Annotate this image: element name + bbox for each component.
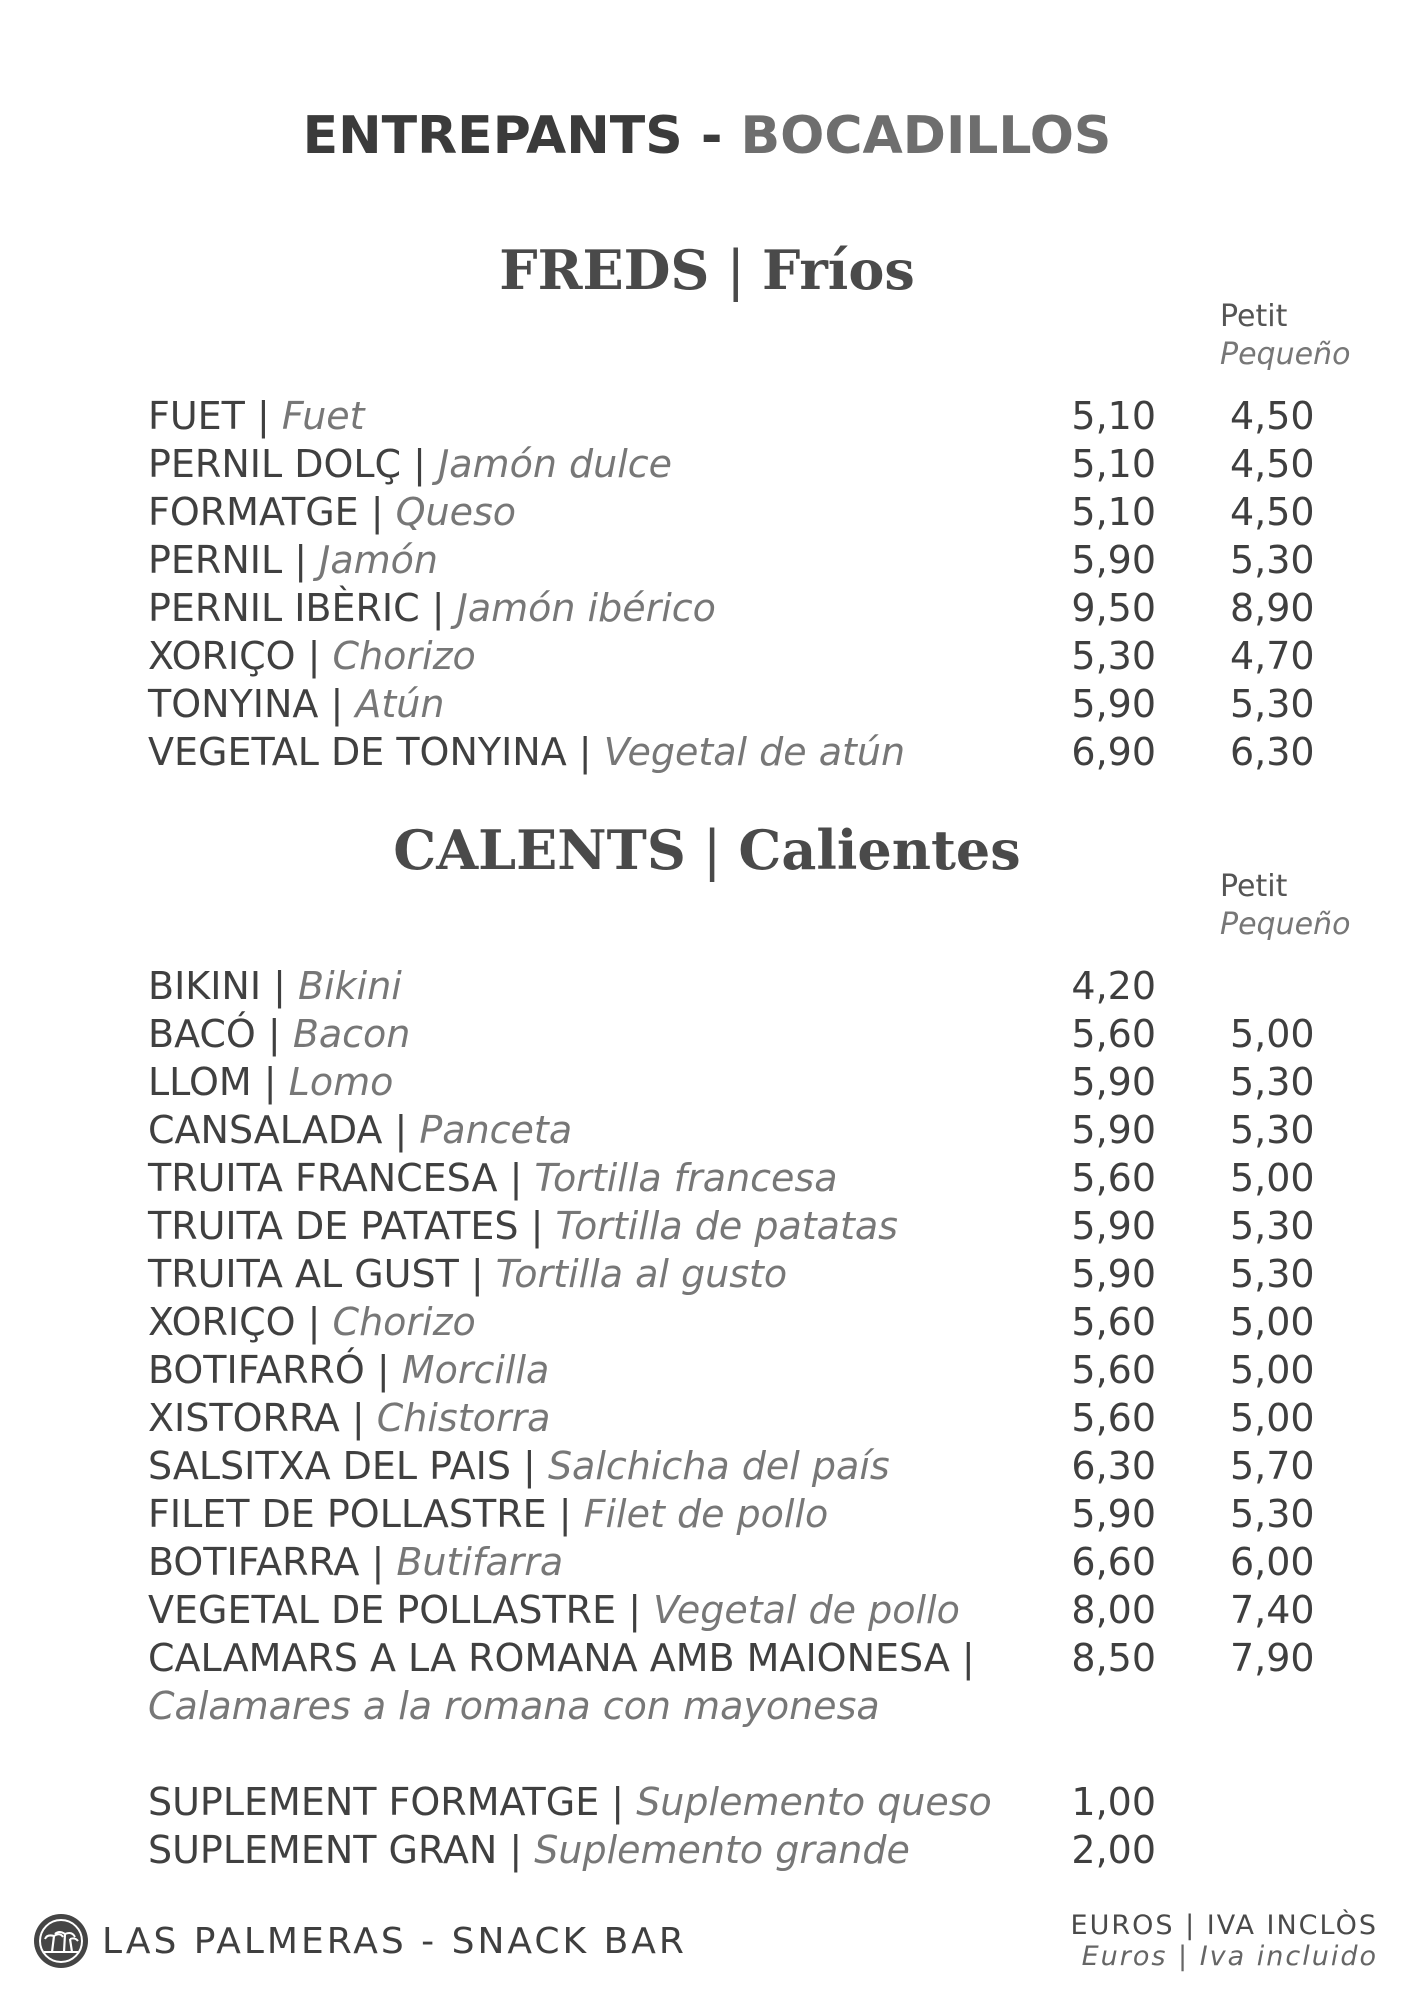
menu-item: [148, 1058, 1328, 1106]
item-price-small: 4,50: [1230, 394, 1315, 438]
menu-list-calents: [148, 962, 1328, 1874]
item-name-ca: FORMATGE: [148, 490, 359, 534]
item-name-es: Chorizo: [332, 1300, 476, 1344]
item-name-es: Suplemento queso: [636, 1780, 992, 1824]
item-price: 1,00: [1071, 1780, 1156, 1824]
item-price: 8,00: [1071, 1588, 1156, 1632]
item-price-small: 5,30: [1230, 1252, 1315, 1296]
item-price-small: 8,90: [1230, 586, 1315, 630]
item-name-ca: TONYINA: [148, 682, 319, 726]
item-price: 5,90: [1071, 1060, 1156, 1104]
item-price-small: 5,00: [1230, 1396, 1315, 1440]
item-label: XORIÇO | Chorizo: [148, 1300, 476, 1344]
item-price-small: 5,30: [1230, 1060, 1315, 1104]
item-price-small: 5,30: [1230, 1204, 1315, 1248]
item-price-small: 6,00: [1230, 1540, 1315, 1584]
item-label: VEGETAL DE TONYINA | Vegetal de atún: [148, 730, 906, 774]
item-price: 6,60: [1071, 1540, 1156, 1584]
item-label: BACÓ | Bacon: [148, 1012, 411, 1056]
item-name-es: Vegetal de atún: [603, 730, 906, 774]
item-name-ca: BIKINI: [148, 964, 262, 1008]
section-title-calents: CALENTS | Calientes: [393, 818, 1021, 882]
item-price: 5,60: [1071, 1300, 1156, 1344]
menu-item: [148, 584, 1328, 632]
item-price: 5,90: [1071, 682, 1156, 726]
item-label: BOTIFARRÓ | Morcilla: [148, 1348, 550, 1392]
item-name-ca: XORIÇO: [148, 634, 296, 678]
item-name-ca: TRUITA FRANCESA: [148, 1156, 498, 1200]
size-header-calents: Petit Pequeño: [1220, 869, 1351, 942]
menu-item: [148, 1154, 1328, 1202]
menu-item: [148, 1778, 1328, 1826]
menu-item: [148, 1538, 1328, 1586]
item-label: SUPLEMENT GRAN | Suplemento grande: [148, 1828, 910, 1872]
palm-tree-icon: [34, 1914, 88, 1968]
menu-item: [148, 1586, 1328, 1634]
item-price: 6,30: [1071, 1444, 1156, 1488]
item-name-ca: FILET DE POLLASTRE: [148, 1492, 547, 1536]
item-name-es: Butifarra: [396, 1540, 564, 1584]
item-price-small: 7,90: [1230, 1636, 1315, 1680]
menu-item: [148, 1442, 1328, 1490]
item-name-es: Fuet: [281, 394, 365, 438]
brand-name: LAS PALMERAS - SNACK BAR: [102, 1920, 687, 1962]
menu-item: [148, 1490, 1328, 1538]
item-price: 9,50: [1071, 586, 1156, 630]
item-name-es: Bacon: [292, 1012, 411, 1056]
item-label: PERNIL DOLÇ | Jamón dulce: [148, 442, 673, 486]
item-label: TRUITA DE PATATES | Tortilla de patatas: [148, 1204, 898, 1248]
item-price-small: 4,50: [1230, 442, 1315, 486]
item-price-small: 5,00: [1230, 1012, 1315, 1056]
item-name-es: Suplemento grande: [534, 1828, 910, 1872]
menu-item: [148, 392, 1328, 440]
item-name-es: Salchicha del país: [547, 1444, 890, 1488]
menu-item: [148, 1010, 1328, 1058]
item-price-small: 4,50: [1230, 490, 1315, 534]
item-name-ca: PERNIL IBÈRIC: [148, 586, 420, 630]
item-price: 5,60: [1071, 1012, 1156, 1056]
item-name-es: Tortilla de patatas: [555, 1204, 898, 1248]
item-label: XISTORRA | Chistorra: [148, 1396, 551, 1440]
item-name-ca: PERNIL DOLÇ: [148, 442, 402, 486]
item-name-ca: TRUITA DE PATATES: [148, 1204, 519, 1248]
item-price: 6,90: [1071, 730, 1156, 774]
item-label: CANSALADA | Panceta: [148, 1108, 573, 1152]
menu-item: [148, 1298, 1328, 1346]
item-price: 5,90: [1071, 1204, 1156, 1248]
item-name-es: Morcilla: [401, 1348, 550, 1392]
item-name-ca: CALAMARS A LA ROMANA AMB MAIONESA: [148, 1636, 950, 1680]
item-price-small: 6,30: [1230, 730, 1315, 774]
item-price: 5,60: [1071, 1156, 1156, 1200]
item-name-ca: LLOM: [148, 1060, 252, 1104]
menu-item: [148, 488, 1328, 536]
spacer: [148, 1730, 1328, 1778]
item-name-ca: VEGETAL DE TONYINA: [148, 730, 567, 774]
item-price: 5,90: [1071, 1492, 1156, 1536]
item-name-es: Chistorra: [376, 1396, 551, 1440]
item-name-ca: XORIÇO: [148, 1300, 296, 1344]
item-label: BOTIFARRA | Butifarra: [148, 1540, 564, 1584]
item-name-ca: SALSITXA DEL PAIS: [148, 1444, 511, 1488]
item-price: 5,30: [1071, 634, 1156, 678]
item-price: 5,90: [1071, 1252, 1156, 1296]
item-price: 5,90: [1071, 1108, 1156, 1152]
item-price-small: 5,00: [1230, 1300, 1315, 1344]
item-label: SALSITXA DEL PAIS | Salchicha del país: [148, 1444, 890, 1488]
item-label: FUET | Fuet: [148, 394, 365, 438]
item-name-es: Jamón: [319, 538, 438, 582]
menu-item: [148, 536, 1328, 584]
item-name-es: Atún: [355, 682, 445, 726]
item-price: 2,00: [1071, 1828, 1156, 1872]
item-label: LLOM | Lomo: [148, 1060, 394, 1104]
item-price: 8,50: [1071, 1636, 1156, 1680]
item-price-small: 5,70: [1230, 1444, 1315, 1488]
item-price-small: 5,30: [1230, 1492, 1315, 1536]
item-name-es: Chorizo: [332, 634, 476, 678]
menu-item: [148, 962, 1328, 1010]
item-label: TONYINA | Atún: [148, 682, 445, 726]
item-price-small: 5,30: [1230, 538, 1315, 582]
menu-item: [148, 1826, 1328, 1874]
item-name-es: Vegetal de pollo: [653, 1588, 960, 1632]
menu-item: [148, 1394, 1328, 1442]
item-label: TRUITA FRANCESA | Tortilla francesa: [148, 1156, 838, 1200]
item-price-small: 5,30: [1230, 1108, 1315, 1152]
menu-item: [148, 440, 1328, 488]
price-note: EUROS | IVA INCLÒS Euros | Iva incluido: [1070, 1910, 1378, 1972]
item-name-es: Lomo: [288, 1060, 394, 1104]
item-name-es: Tortilla francesa: [534, 1156, 838, 1200]
item-name-ca: CANSALADA: [148, 1108, 383, 1152]
menu-item: [148, 1250, 1328, 1298]
item-name-es: Queso: [395, 490, 517, 534]
item-price-small: 5,30: [1230, 682, 1315, 726]
item-label: PERNIL | Jamón: [148, 538, 438, 582]
item-label: FILET DE POLLASTRE | Filet de pollo: [148, 1492, 829, 1536]
footer-brand: [34, 1914, 687, 1968]
item-name-ca: BOTIFARRÓ: [148, 1348, 365, 1392]
item-name-ca: SUPLEMENT GRAN: [148, 1828, 498, 1872]
menu-item: [148, 680, 1328, 728]
item-price: 5,10: [1071, 394, 1156, 438]
item-name-ca: BOTIFARRA: [148, 1540, 360, 1584]
item-label: CALAMARS A LA ROMANA AMB MAIONESA |: [148, 1636, 975, 1680]
item-name-ca: XISTORRA: [148, 1396, 340, 1440]
item-name-es: Jamón dulce: [438, 442, 673, 486]
item-price: 5,10: [1071, 490, 1156, 534]
item-price-small: 7,40: [1230, 1588, 1315, 1632]
item-label: TRUITA AL GUST | Tortilla al gusto: [148, 1252, 788, 1296]
item-price-small: 5,00: [1230, 1156, 1315, 1200]
item-name-es: Panceta: [419, 1108, 573, 1152]
item-name-ca: VEGETAL DE POLLASTRE: [148, 1588, 617, 1632]
section-title-freds: FREDS | Fríos: [499, 238, 915, 302]
menu-item: [148, 632, 1328, 680]
item-name-ca: SUPLEMENT FORMATGE: [148, 1780, 600, 1824]
item-price: 5,60: [1071, 1396, 1156, 1440]
item-label: PERNIL IBÈRIC | Jamón ibérico: [148, 586, 716, 630]
item-price: 4,20: [1071, 964, 1156, 1008]
item-label: VEGETAL DE POLLASTRE | Vegetal de pollo: [148, 1588, 960, 1632]
item-label: XORIÇO | Chorizo: [148, 634, 476, 678]
item-label: SUPLEMENT FORMATGE | Suplemento queso: [148, 1780, 992, 1824]
item-price-small: 5,00: [1230, 1348, 1315, 1392]
item-price-small: 4,70: [1230, 634, 1315, 678]
item-name-ca: FUET: [148, 394, 245, 438]
item-name-ca: PERNIL: [148, 538, 283, 582]
page-title: ENTREPANTS - BOCADILLOS: [302, 106, 1112, 166]
item-name-es: Calamares a la romana con mayonesa: [148, 1684, 880, 1728]
item-price: 5,10: [1071, 442, 1156, 486]
menu-item: [148, 1346, 1328, 1394]
menu-list-freds: [148, 392, 1328, 776]
item-price: 5,90: [1071, 538, 1156, 582]
item-label: BIKINI | Bikini: [148, 964, 402, 1008]
item-price: 5,60: [1071, 1348, 1156, 1392]
item-name-ca: TRUITA AL GUST: [148, 1252, 459, 1296]
item-name-es: Tortilla al gusto: [495, 1252, 788, 1296]
item-name-es: Filet de pollo: [583, 1492, 829, 1536]
item-label: FORMATGE | Queso: [148, 490, 517, 534]
menu-item: [148, 728, 1328, 776]
item-name-ca: BACÓ: [148, 1012, 256, 1056]
menu-item: [148, 1202, 1328, 1250]
menu-item: [148, 1106, 1328, 1154]
item-name-es: Bikini: [298, 964, 402, 1008]
item-name-es: Jamón ibérico: [456, 586, 716, 630]
size-header-freds: Petit Pequeño: [1220, 299, 1351, 372]
menu-item: [148, 1634, 1328, 1730]
